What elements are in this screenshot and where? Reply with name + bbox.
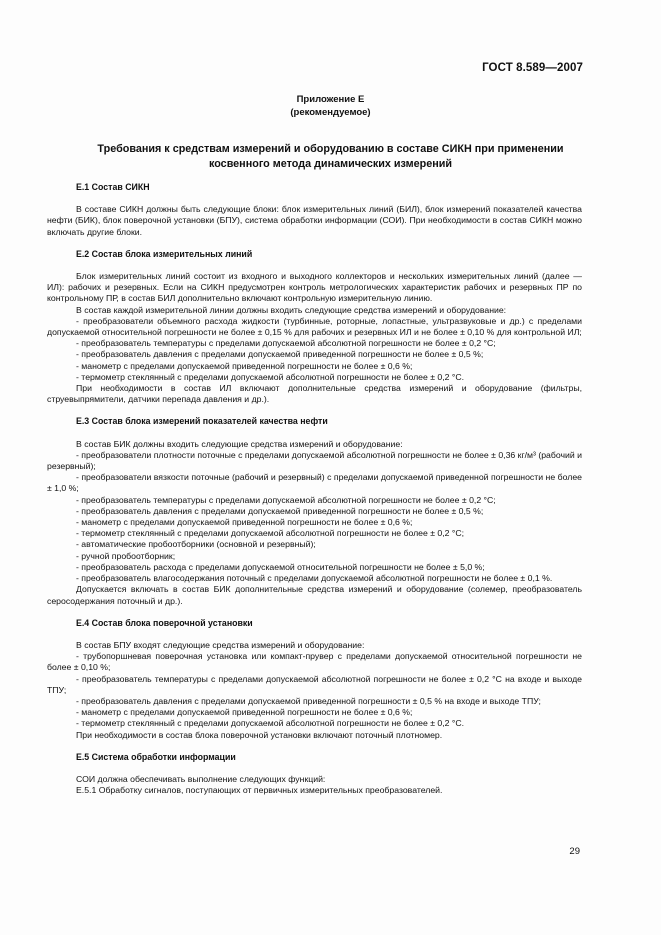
paragraph: - термометр стеклянный с пределами допускаемой абсолютной погрешности не более ± 0,2 °С; [76,528,465,539]
paragraph: - манометр с пределами допускаемой приведенной погрешности не более ± 0,6 %; [76,707,413,718]
section-heading: Е.4 Состав блока поверочной установки [76,617,253,628]
title-line-2: косвенного метода динамических измерений [208,158,453,170]
paragraph: - преобразователи плотности поточные с пределами допускаемой абсолютной погрешности не более ± 0,36 кг/м³ (рабочий и резервный); [47,449,582,472]
paragraph: - преобразователь температуры с пределами допускаемой абсолютной погрешности не более ± 0,2 °С; [76,494,496,505]
paragraph: - термометр стеклянный с пределами допускаемой абсолютной погрешности не более ± 0,2 °С. [76,718,465,729]
appendix-label: Приложение Е [296,94,365,105]
document-body [47,182,582,796]
appendix-block [0,93,661,119]
section-heading: Е.3 Состав блока измерений показателей качества нефти [76,416,328,427]
paragraph: В состав каждой измерительной линии должны входить следующие средства измерений и оборудование: [76,304,507,315]
appendix-title [70,142,591,172]
paragraph: В состав БИК должны входить следующие средства измерений и оборудование: [76,438,403,449]
paragraph: - преобразователь температуры с пределами допускаемой абсолютной погрешности не более ± 0,2 °С на входе и выходе ТПУ; [47,673,582,695]
paragraph: В состав БПУ входят следующие средства измерений и оборудование: [76,639,365,650]
section-heading: Е.2 Состав блока измерительных линий [76,248,253,259]
paragraph: - манометр с пределами допускаемой приведенной погрешности не более ± 0,6 %; [76,360,413,371]
paragraph: - преобразователь влагосодержания поточный с пределами допускаемой абсолютной погрешности не более ± 0,1 %. [76,573,553,584]
section-heading: Е.1 Состав СИКН [76,182,150,192]
paragraph: - термометр стеклянный с пределами допускаемой абсолютной погрешности не более ± 0,2 °С. [76,371,465,382]
paragraph: При необходимости в состав блока поверочной установки включают поточный плотномер. [76,729,443,740]
paragraph: - манометр с пределами допускаемой приведенной погрешности не более ± 0,6 %; [76,517,413,528]
paragraph: Допускается включать в состав БИК дополнительные средства измерений и оборудование (солемер, преобразователь серосодержания поточный и др.). [47,584,582,606]
paragraph: СОИ должна обеспечивать выполнение следующих функций: [76,773,326,784]
paragraph: - преобразователь давления с пределами допускаемой приведенной погрешности ± 0,5 % на входе и выходе ТПУ; [76,695,541,706]
paragraph: В составе СИКН должны быть следующие блоки: блок измерительных линий (БИЛ), блок измерений показателей качества нефти (БИК), блок поверочной установки (БПУ), система обработки информации (СОИ). При необходимости в состав СИКН можно включать другие блоки. [47,204,582,237]
paragraph: - преобразователь давления с пределами допускаемой приведенной погрешности не более ± 0,5 %; [76,349,484,360]
paragraph: - трубопоршневая поверочная установка или компакт-прувер с пределами допускаемой относительной погрешности не более ± 0,10 %; [47,651,582,673]
paragraph: - преобразователь температуры с пределами допускаемой абсолютной погрешности не более ± 0,2 °С; [76,338,496,349]
title-line-1: Требования к средствам измерений и оборудованию в составе СИКН при применении [97,143,564,155]
paragraph: - преобразователи объемного расхода жидкости (турбинные, роторные, лопастные, ультразвуковые и др.) с пределами допускаемой относительной погрешности не более ± 0,15 % для рабочих и резервных ИЛ и не более ± 0,10 % для контрольной ИЛ; [47,315,582,338]
appendix-note: (рекомендуемое) [290,107,371,118]
paragraph: - преобразователь давления с пределами допускаемой приведенной погрешности не более ± 0,5 %; [76,505,484,516]
section-heading: Е.5 Система обработки информации [76,751,236,762]
paragraph: Е.5.1 Обработку сигналов, поступающих от первичных измерительных преобразователей. [76,785,443,796]
paragraph: При необходимости в состав ИЛ включают дополнительные средства измерений и оборудование (фильтры, струевыпрямители, датчики перепада давления и др.). [47,383,582,405]
paragraph: - преобразователь расхода с пределами допускаемой относительной погрешности не более ± 5,0 %; [76,561,485,572]
paragraph: - преобразователи вязкости поточные (рабочий и резервный) с пределами допускаемой приведенной погрешности не более ± 1,0 %; [47,472,582,494]
paragraph: - автоматические пробоотборники (основной и резервный); [76,539,316,550]
standard-code: ГОСТ 8.589—2007 [482,62,583,74]
paragraph: - ручной пробоотборник; [76,550,176,561]
page-number: 29 [569,846,580,857]
paragraph: Блок измерительных линий состоит из входного и выходного коллекторов и нескольких измерительных линий (далее — ИЛ): рабочих и резервных. Если на СИКН предусмотрен контроль метрологических характеристик рабочих и резервных ПР по контрольному ПР, в состав БИЛ дополнительно включают контрольную измерительную линию. [47,271,582,304]
